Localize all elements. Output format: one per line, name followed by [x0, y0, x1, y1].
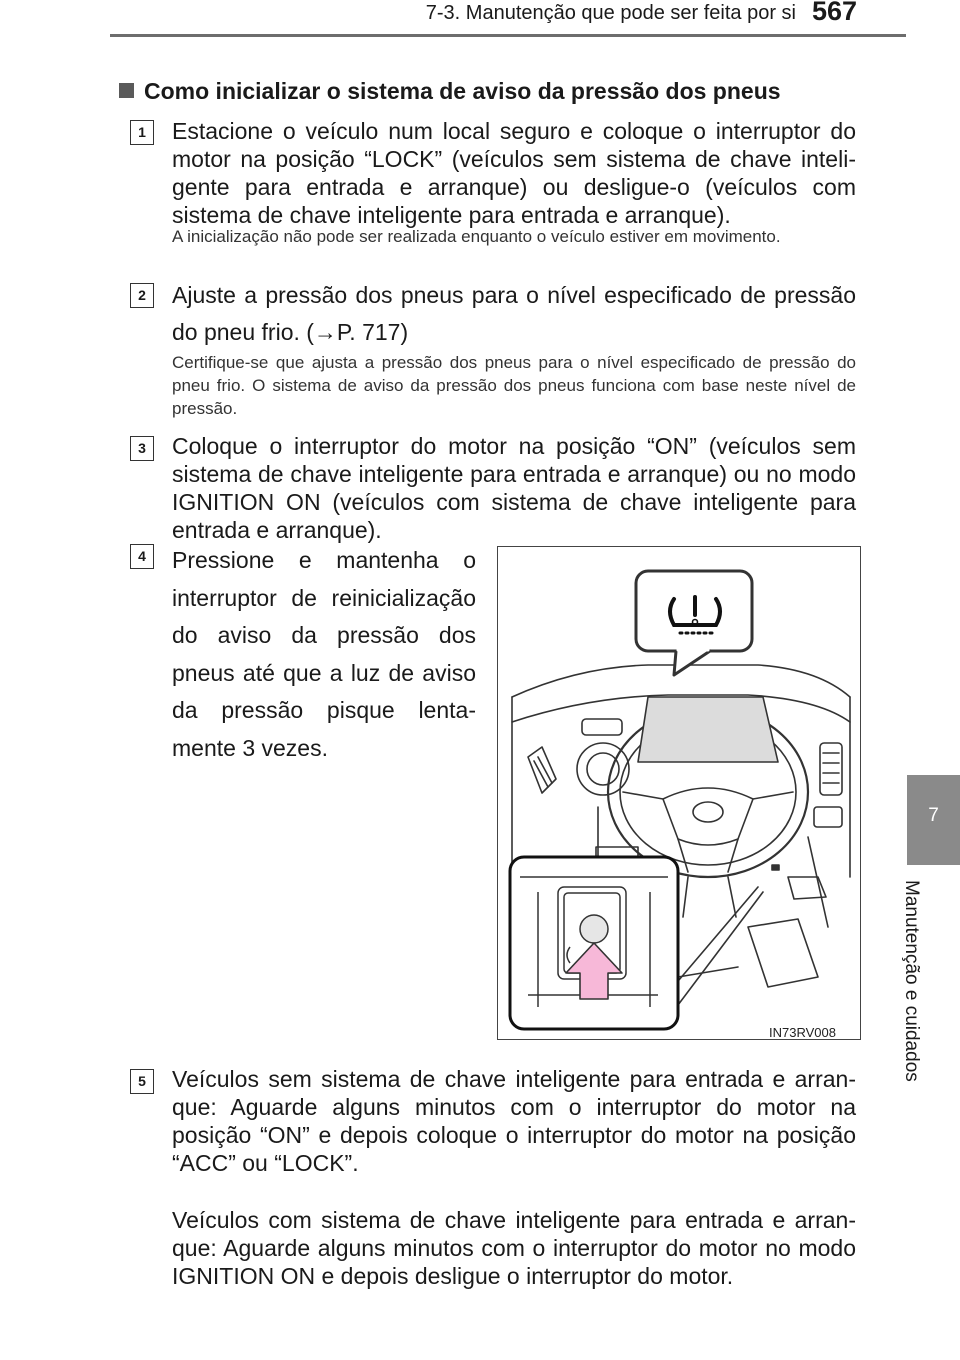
page-number: 567 [812, 0, 858, 26]
step-1-text: Estacione o veículo num local seguro e coloque o interruptor do motor na posição “LOCK” (veículos sem sistema de chave inteligente para entrada e arranque) ou desligue-o (veículos com sistema de chave inteligente para entrada e arranque). [172, 118, 856, 228]
header-rule [110, 34, 906, 37]
dashboard-drawing [498, 547, 861, 1040]
step-number-4: 4 [130, 544, 154, 569]
step-3-text: Coloque o interruptor do motor na posição “ON” (veículos sem sistema de chave inteligente para entrada e arranque) ou no modo IGNITION ON (veículos com sistema de chave inteligente para entrada e arranque). [172, 433, 856, 543]
step-number-2: 2 [130, 283, 154, 308]
step-2-text: Ajuste a pressão dos pneus para o nível especificado de pressão do pneu frio. (→P. 717) [172, 282, 856, 345]
step-2-note: Certifique-se que ajusta a pressão dos pneus para o nível especificado de pressão do pneu frio. O sistema de aviso da pressão dos pneus funciona com base neste nível de pressão. [172, 353, 856, 418]
dashboard-illustration [497, 546, 861, 1040]
figure-code: IN73RV008 [769, 1025, 836, 1040]
reset-switch-inset [510, 857, 678, 1029]
step-number-3: 3 [130, 436, 154, 461]
step-number-5: 5 [130, 1069, 154, 1094]
section-heading-text: Como inicializar o sistema de aviso da pressão dos pneus [144, 78, 781, 104]
chapter-label-container [901, 880, 960, 1140]
step-4-text: Pressione e mantenha o interruptor de reinicialização do aviso da pressão dos pneus até que a luz de aviso da pressão pisque lentamente 3 vezes. [172, 547, 476, 761]
step-5-text: Veículos sem sistema de chave inteligente para entrada e arranque: Aguarde alguns minutos com o interruptor do motor na posição “ON” e depois coloque o interruptor do motor na posição “ACC” ou “LOCK”. [172, 1066, 856, 1176]
section-heading [119, 78, 781, 105]
section-bullet-icon [119, 83, 134, 98]
header-section-title: 7-3. Manutenção que pode ser feita por si [425, 2, 796, 24]
chapter-label: Manutenção e cuidados [901, 880, 922, 1082]
chapter-number: 7 [928, 805, 939, 826]
step-5-text-2: Veículos com sistema de chave inteligente para entrada e arranque: Aguarde alguns minutos com o interruptor do motor no modo IGNITION ON e depois desligue o interruptor do motor. [172, 1207, 856, 1289]
step-number-1: 1 [130, 120, 154, 145]
step-1-note: A inicialização não pode ser realizada enquanto o veículo estiver em movimento. [172, 227, 781, 246]
chapter-tab [907, 775, 960, 865]
